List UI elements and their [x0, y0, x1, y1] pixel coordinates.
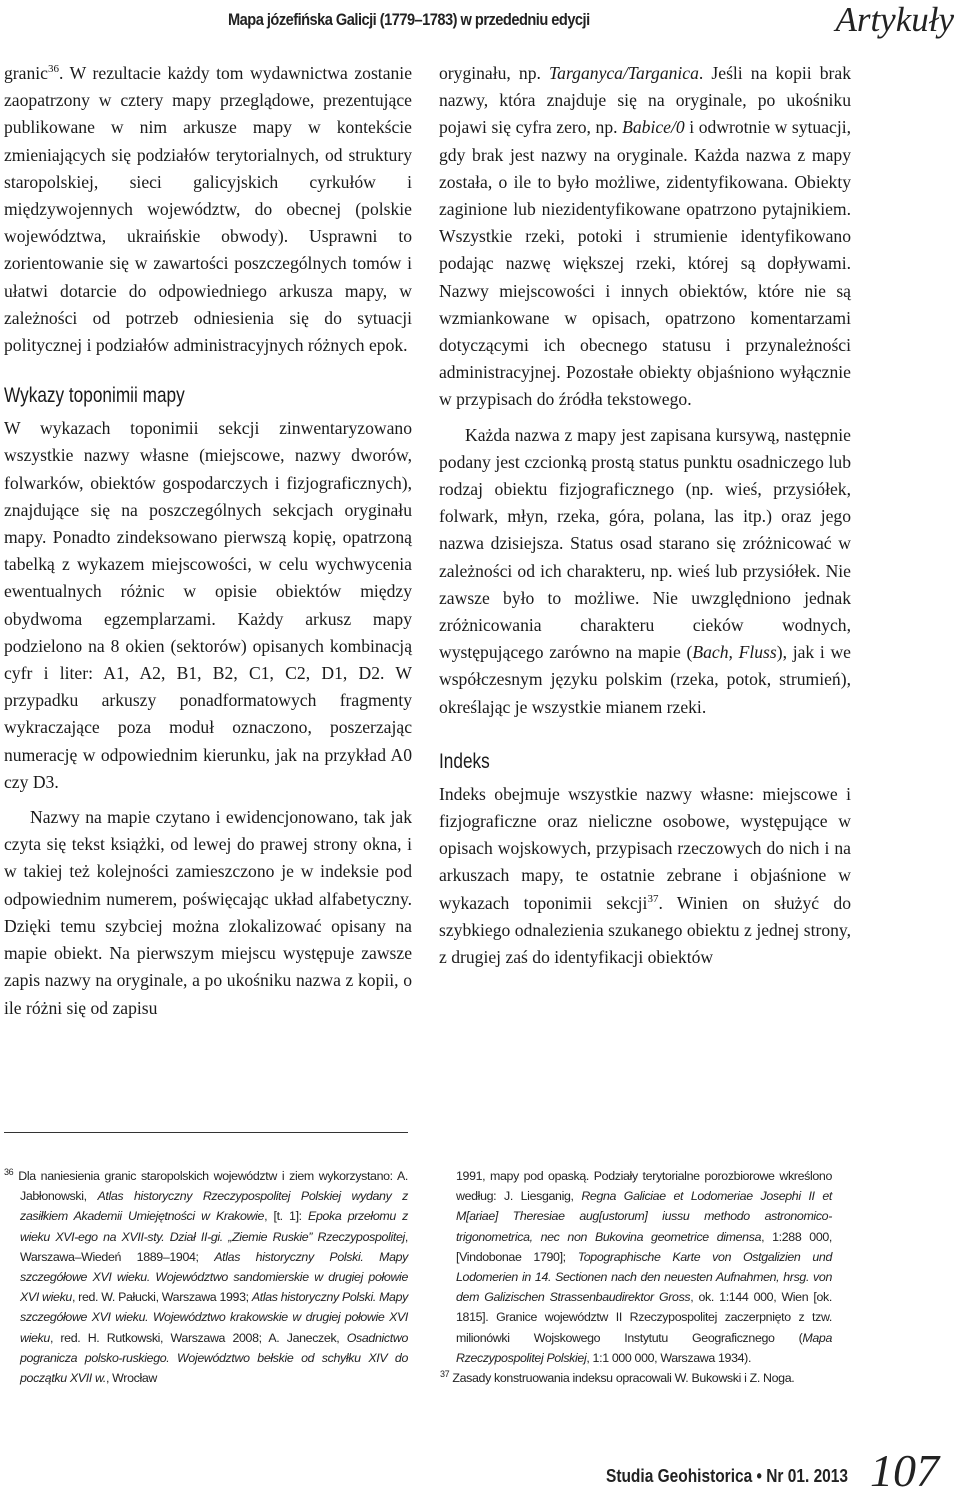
- footnote-ref-37[interactable]: 37: [647, 892, 659, 905]
- paragraph-intro: granic$^{36}$. W rezultacie każdy tom wydawnictwa zostanie zaopatrzony w cztery mapy przeglądowe, prezentujące publikowane w nim arkusze mapy w kontekście zmieniających się podziałów terytorialnych, od struktury staropolskiej, sieci galicyjskich cyrkułów i międzywojennych województw, do obecnej (polskie województwa, ukraińskie obwody). Usprawni to zorientowanie się w zawartości poszczególnych tomów i ułatwi dotarcie do odpowiedniego arkusza mapy, w zależności od potrzeb odniesienia się do sytuacji politycznej i podziałów administracyjnych różnych epok.: [4, 63, 412, 356]
- section-heading-toponymy: Wykazy toponimii mapy: [4, 384, 185, 408]
- page-number: 107: [870, 1445, 939, 1496]
- running-title: Mapa józefińska Galicji (1779–1783) w przededniu edycji: [228, 10, 590, 29]
- section-label: Artykuły: [835, 0, 954, 39]
- paragraph-naming: oryginału, np. Targanyca/Targanica. Jeśli na kopii brak nazwy, która znajduje się na oryginale, po ukośniku pojawi się cyfra zero, np. Babice/0 i odwrotnie w sytuacji, gdy brak jest nazwy na oryginale. Każda nazwa z mapy została, o ile to było możliwe, zidentyfikowana. Obiekty zaginione lub niezidentyfikowane opatrzono pytajnikiem. Wszystkie rzeki, potoki i strumienie identyfikowano podając nazwę większej rzeki, której są dopływami. Nazwy miejscowości i innych obiektów, które nie są wzmiankowane w opisach, opatrzono komentarzami dotyczącymi ich obecnego statusu i przynależności administracyjnej. Pozostałe obiekty objaśniono wyłącznie w przypisach do źródła tekstowego.: [439, 63, 852, 410]
- journal-name: Studia Geohistorica • Nr 01. 2013: [606, 1466, 849, 1486]
- footnote-ref-36[interactable]: 36: [47, 63, 59, 76]
- footnotes-right: [440, 1166, 832, 1388]
- paragraph-toponymy: W wykazach toponimii sekcji zinwentaryzowano wszystkie nazwy własne (miejscowe, nazwy dworów, folwarków, obiektów gospodarczych i fizjograficznych), znajdujące się na poszczególnych sekcjach oryginału mapy. Ponadto zindeksowano pierwszą kopię, opatrzoną tabelką z wykazem miejscowości, w celu wychwycenia ewentualnych różnic w opisie obiektów między obydwoma egzemplarzami. Każdy arkusz mapy podzielono na 8 okien (sektorów) opisanych kombinacją cyfr i liter: A1, A2, B1, B2, C1, C2, D1, D2. W przypadku arkuszy ponadformatowych fragmenty wykraczające poza moduł oznaczono, poszerzając numerację w odpowiednim kierunku, jak na przykład A0 czy D3.: [4, 418, 412, 792]
- footnote-36: $^{36}$ Dla naniesienia granic staropolskich województw i ziem wykorzystano: A. Jabłonowski, Atlas historyczny Rzeczypospolitej Polskiej wydany z zasiłkiem Akademii Umiejętności w Krakowie, [t. 1]: Epoka przełomu z wieku XVI-ego na XVII-sty. Dział II-gi. „Ziemie Ruskie” Rzeczypospolitej, Warszawa–Wiedeń 1889–1904; Atlas historyczny Polski. Mapy szczegółowe XVI wieku. Województwo sandomierskie w drugiej połowie XVI wieku, red. W. Pałucki, Warszawa 1993; Atlas historyczny Polski. Mapy szczegółowe XVI wieku. Województwo krakowskie w drugiej połowie XVI wieku, red. H. Rutkowski, Warszawa 2008; A. Janeczek, Osadnictwo pogranicza polsko-ruskiego. Województwo bełskie od schyłku XIV do początku XVII w., Wrocław: [4, 1166, 408, 1386]
- section-heading-index: Indeks: [439, 749, 490, 773]
- footnote-divider: [4, 1132, 408, 1133]
- page-footer: [0, 1440, 960, 1501]
- page-header: [0, 0, 960, 48]
- footnote-37: $^{37}$ Zasady konstruowania indeksu opracowali W. Bukowski i Z. Noga.: [440, 1368, 795, 1386]
- left-column: [4, 60, 412, 1022]
- paragraph-italics: Każda nazwa z mapy jest zapisana kursywą, następnie podany jest czcionką prostą status punktu osadniczego lub rodzaj obiektu fizjograficznego (np. wieś, przysiółek, folwark, młyn, rzeka, góra, polana, las itp.) oraz jego nazwa dzisiejsza. Status osad starano się zróżnicować w zależności od ich charakteru, np. wieś lub przysiółek. Nie zawsze było to możliwe. Nie uwzględniono jednak zróżnicowania charakteru cieków wodnych, występującego zarówno na mapie (Bach, Fluss), jak i we współczesnym języku polskim (rzeka, potok, strumień), określając je wszystkie mianem rzeki.: [439, 424, 851, 717]
- paragraph-reading-order: Nazwy na mapie czytano i ewidencjonowano, tak jak czyta się tekst książki, od lewej do prawej strony okna, i w takiej też kolejności zamieszczono je w indeksie pod odpowiednim numerem, poświęcając układ alfabetyczny. Dzięki temu szybciej można zlokalizować opisany na mapie obiekt. Na pierwszym miejscu występuje zawsze zapis nazwy na oryginale, a po ukośniku nazwa z kopii, o ile różni się od zapisu: [4, 807, 412, 1018]
- footnote-36-continued: 1991, mapy pod opaską. Podziały terytorialne porozbiorowe wkreślono według: J. Liesganig, Regna Galiciae et Lodomeriae Josephi II et M[ariae] Theresiae aug[ustorum] iussu methodo astronomico-trigonometrica, nec non Bukovina geometrice dimensa, 1:288 000, [Vindobonae 1790]; Topographische Karte von Ostgalizien und Lodomerien in 14. Sectionen nach den neuesten Aufnahmen, hrsg. von dem Galizischen Strassenbaudirektor Gross, ok. 1:144 000, Wien [ok. 1815]. Granice województw II Rzeczypospolitej zaczerpnięto z tzw. milionówki Wojskowego Instytutu Geograficznego (Mapa Rzeczypospolitej Polskiej, 1:1 000 000, Warszawa 1934).: [456, 1169, 832, 1365]
- right-column: [439, 60, 851, 971]
- footnotes-left: [4, 1166, 408, 1388]
- paragraph-index: Indeks obejmuje wszystkie nazwy własne: miejscowe i fizjograficzne oraz nieliczne osobowe, występujące w opisach wojskowych, przypisach rzeczowych do nich i na arkuszach mapy, te ostatnie zebrane i objaśnione w wykazach toponimii sekcji$^{37}$. Winien on służyć do szybkiego odnalezienia szukanego obiektu z jednej strony, z drugiej zaś do identyfikacji obiektów: [439, 783, 852, 968]
